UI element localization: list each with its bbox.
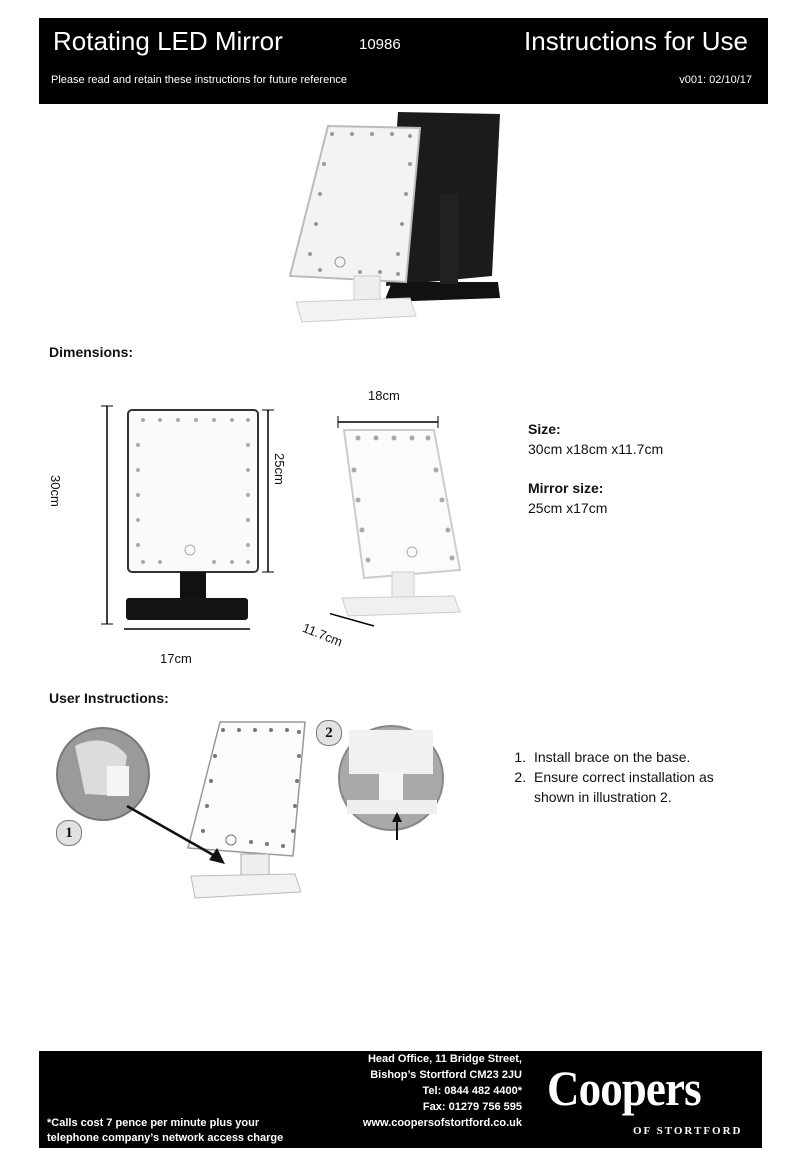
size-info bbox=[528, 419, 663, 518]
call-cost-line-1: *Calls cost 7 pence per minute plus your bbox=[47, 1117, 260, 1129]
office-address bbox=[363, 1051, 522, 1131]
product-photo bbox=[280, 104, 510, 326]
instruction-step-2: 2. Ensure correct installation as shown in illustration 2. bbox=[530, 767, 744, 807]
illustration-badge-1: 1 bbox=[56, 820, 82, 846]
call-cost-note bbox=[47, 1116, 283, 1146]
brand-logo: Coopers bbox=[547, 1060, 701, 1116]
user-instructions-heading: User Instructions: bbox=[49, 690, 169, 706]
instruction-step-1: 1. Install brace on the base. bbox=[530, 747, 744, 767]
front-view-diagram bbox=[98, 400, 288, 635]
header-banner bbox=[39, 18, 768, 104]
mirror-size-title: Mirror size: bbox=[528, 480, 604, 496]
web-line: www.coopersofstortford.co.uk bbox=[362, 1117, 522, 1129]
instructions-title: Instructions for Use bbox=[524, 26, 748, 56]
width-label: 18cm bbox=[368, 388, 400, 403]
size-value: 30cm x18cm x11.7cm bbox=[528, 441, 664, 457]
mirror-height-label: 25cm bbox=[272, 453, 287, 485]
depth-label: 11.7cm bbox=[300, 620, 345, 650]
mirror-size-value: 25cm x17cm bbox=[528, 500, 608, 516]
retain-note: Please read and retain these instructions for future reference bbox=[51, 74, 347, 86]
tel-line: Tel: 0844 482 4400* bbox=[422, 1085, 522, 1097]
height-label: 30cm bbox=[48, 475, 63, 507]
fax-line: Fax: 01279 756 595 bbox=[422, 1101, 522, 1113]
office-line: Head Office, 11 Bridge Street, bbox=[367, 1053, 522, 1065]
installation-illustration bbox=[55, 716, 465, 906]
base-width-label: 17cm bbox=[160, 651, 192, 666]
dimensions-heading: Dimensions: bbox=[49, 344, 134, 360]
brand-subtitle: OF STORTFORD bbox=[633, 1125, 743, 1137]
footer-banner bbox=[39, 1051, 762, 1148]
product-code: 10986 bbox=[359, 36, 401, 53]
call-cost-line-2: telephone company’s network access charge bbox=[47, 1132, 284, 1144]
side-view-diagram bbox=[330, 410, 470, 635]
version-label: v001: 02/10/17 bbox=[679, 74, 752, 86]
illustration-badge-2: 2 bbox=[316, 720, 342, 746]
product-title: Rotating LED Mirror bbox=[53, 26, 283, 56]
size-title: Size: bbox=[528, 421, 561, 437]
instruction-steps bbox=[504, 747, 744, 807]
town-line: Bishop’s Stortford CM23 2JU bbox=[370, 1069, 522, 1081]
